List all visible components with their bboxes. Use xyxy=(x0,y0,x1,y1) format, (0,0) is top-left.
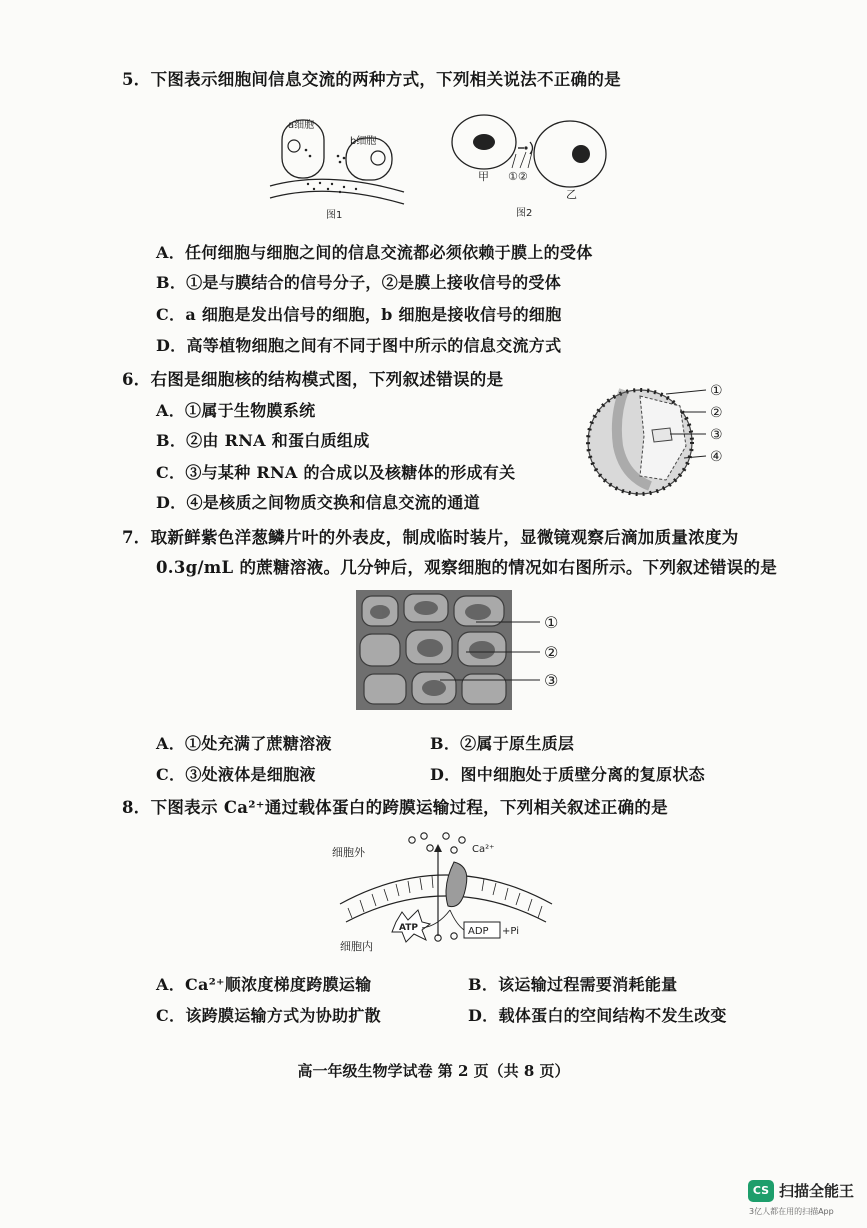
scanner-app-name: 扫描全能王 xyxy=(779,1182,855,1200)
nucleus-label-1: ① xyxy=(710,383,723,399)
figure-calcium-carrier-transport xyxy=(326,826,566,956)
q7-option-c[interactable]: C．③处液体是细胞液 xyxy=(156,765,316,784)
camscanner-logo-icon: CS xyxy=(748,1180,774,1202)
q5-option-c[interactable]: C．a 细胞是发出信号的细胞，b 细胞是接收信号的细胞 xyxy=(156,305,562,324)
q6-option-d[interactable]: D．④是核质之间物质交换和信息交流的通道 xyxy=(156,493,480,512)
label-cell-jia: 甲 xyxy=(478,170,489,183)
q8-option-d[interactable]: D．载体蛋白的空间结构不发生改变 xyxy=(468,1006,727,1025)
question-5-stem: 5．下图表示细胞间信息交流的两种方式，下列相关说法不正确的是 xyxy=(122,70,621,89)
label-outside-cell: 细胞外 xyxy=(332,846,365,859)
micrograph-label-2: ② xyxy=(544,643,559,662)
page-footer: 高一年级生物学试卷 第 2 页（共 8 页） xyxy=(297,1062,570,1080)
figure-nucleus-structure xyxy=(584,376,734,508)
label-adp: ADP xyxy=(468,926,489,937)
label-calcium-ion: Ca²⁺ xyxy=(472,844,495,855)
caption-figure-1: 图1 xyxy=(326,210,343,221)
q6-option-a[interactable]: A．①属于生物膜系统 xyxy=(156,401,316,420)
q7-option-b[interactable]: B．②属于原生质层 xyxy=(430,734,575,753)
label-cell-yi: 乙 xyxy=(566,188,577,201)
q7-option-d[interactable]: D．图中细胞处于质壁分离的复原状态 xyxy=(430,765,705,784)
q5-option-a[interactable]: A．任何细胞与细胞之间的信息交流都必须依赖于膜上的受体 xyxy=(156,243,593,262)
q5-option-d[interactable]: D．高等植物细胞之间有不同于图中所示的信息交流方式 xyxy=(156,336,562,355)
label-inside-cell: 细胞内 xyxy=(340,940,373,953)
q8-option-b[interactable]: B．该运输过程需要消耗能量 xyxy=(468,975,678,994)
q6-option-c[interactable]: C．③与某种 RNA 的合成以及核糖体的形成有关 xyxy=(156,463,516,482)
micrograph-label-1: ① xyxy=(544,613,559,632)
question-6-stem: 6．右图是细胞核的结构模式图，下列叙述错误的是 xyxy=(122,370,504,389)
nucleus-label-4: ④ xyxy=(710,449,723,465)
label-cell-b: b细胞 xyxy=(350,136,377,147)
label-pi: +Pi xyxy=(502,926,519,937)
figure-1-cell-signaling xyxy=(268,110,408,222)
q8-option-a[interactable]: A．Ca²⁺顺浓度梯度跨膜运输 xyxy=(156,975,372,994)
question-8-stem: 8．下图表示 Ca²⁺通过载体蛋白的跨膜运输过程，下列相关叙述正确的是 xyxy=(122,798,668,817)
nucleus-label-2: ② xyxy=(710,405,723,421)
caption-figure-2: 图2 xyxy=(516,208,533,219)
question-7-stem-line-1: 7．取新鲜紫色洋葱鳞片叶的外表皮，制成临时装片，显微镜观察后滴加质量浓度为 xyxy=(122,528,739,547)
figure-2-cell-contact xyxy=(446,112,612,222)
label-atp: ATP xyxy=(399,923,419,933)
q5-option-b[interactable]: B．①是与膜结合的信号分子，②是膜上接收信号的受体 xyxy=(156,273,562,292)
scanner-watermark xyxy=(748,1176,860,1220)
q8-option-c[interactable]: C．该跨膜运输方式为协助扩散 xyxy=(156,1006,381,1025)
nucleus-label-3: ③ xyxy=(710,427,723,443)
scanner-app-slogan: 3亿人都在用的扫描App xyxy=(749,1207,834,1216)
q6-option-b[interactable]: B．②由 RNA 和蛋白质组成 xyxy=(156,431,370,450)
question-7-stem-line-2: 0.3g/mL 的蔗糖溶液。几分钟后，观察细胞的情况如右图所示。下列叙述错误的是 xyxy=(156,558,778,577)
label-cell-a: a细胞 xyxy=(288,120,315,131)
label-markers-1-2: ①② xyxy=(508,170,528,183)
micrograph-label-3: ③ xyxy=(544,671,559,690)
q7-option-a[interactable]: A．①处充满了蔗糖溶液 xyxy=(156,734,332,753)
figure-plasmolysis-micrograph xyxy=(356,590,566,710)
